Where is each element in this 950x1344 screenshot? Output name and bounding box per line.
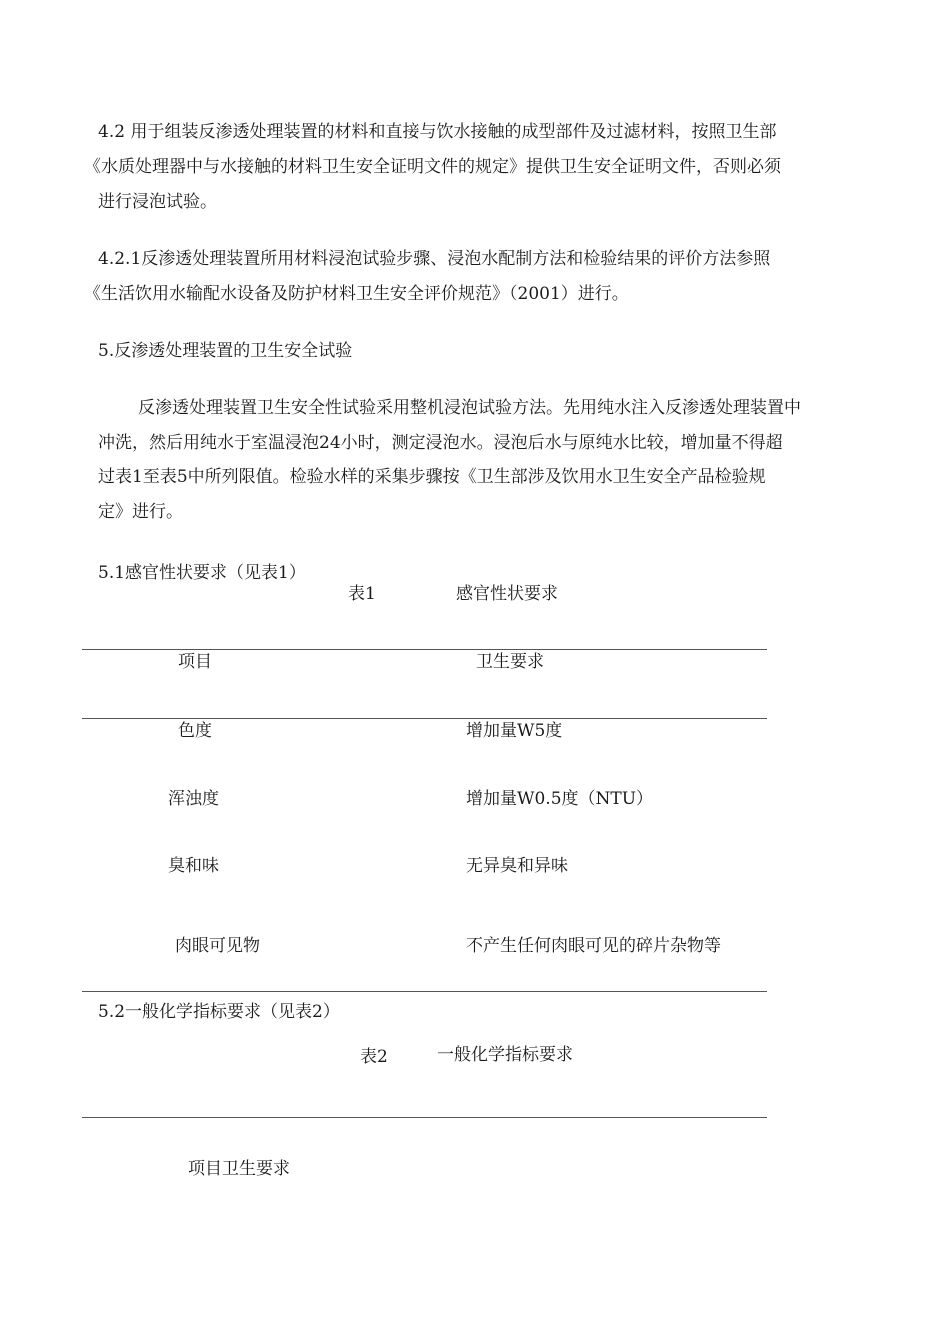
- section-5-body-line-3: 过表1至表5中所列限值。检验水样的采集步骤按《卫生部涉及饮用水卫生安全产品检验规: [98, 467, 766, 487]
- table-1-header-requirement: 卫生要求: [476, 652, 544, 672]
- paragraph-4-2-line-3: 进行浸泡试验。: [98, 192, 217, 212]
- table-1-number: 表1: [348, 584, 376, 604]
- table-1-header-rule: [82, 718, 767, 719]
- table-1-cell-requirement: 增加量W0.5度（NTU）: [466, 789, 654, 809]
- table-1-cell-item: 浑浊度: [168, 789, 219, 809]
- table-1-cell-item: 臭和味: [168, 856, 219, 876]
- section-5-1-heading: 5.1感官性状要求（见表1）: [98, 563, 306, 583]
- table-1-bottom-rule: [82, 991, 767, 992]
- table-2-number: 表2: [360, 1047, 388, 1067]
- paragraph-4-2-1-line-1: 4.2.1反渗透处理装置所用材料浸泡试验步骤、浸泡水配制方法和检验结果的评价方法参照: [98, 249, 771, 269]
- table-2-top-rule: [82, 1117, 767, 1118]
- table-2-header: 项目卫生要求: [188, 1159, 290, 1179]
- section-5-2-heading: 5.2一般化学指标要求（见表2）: [98, 1002, 340, 1022]
- paragraph-4-2-line-2: 《水质处理器中与水接触的材料卫生安全证明文件的规定》提供卫生安全证明文件，否则必须: [84, 157, 781, 177]
- section-5-body-line-1: 反渗透处理装置卫生安全性试验采用整机浸泡试验方法。先用纯水注入反渗透处理装置中: [138, 398, 801, 418]
- table-1-header-item: 项目: [178, 652, 212, 672]
- table-2-title: 一般化学指标要求: [437, 1045, 573, 1065]
- section-5-heading: 5.反渗透处理装置的卫生安全试验: [98, 341, 353, 361]
- table-1-cell-requirement: 不产生任何肉眼可见的碎片杂物等: [466, 936, 721, 956]
- table-1-cell-item: 肉眼可见物: [175, 936, 260, 956]
- paragraph-4-2-1-line-2: 《生活饮用水输配水设备及防护材料卫生安全评价规范》（2001）进行。: [84, 284, 629, 304]
- table-1-cell-item: 色度: [178, 721, 212, 741]
- table-1-cell-requirement: 无异臭和异味: [466, 856, 568, 876]
- table-1-top-rule: [82, 649, 767, 650]
- section-5-body-line-4: 定》进行。: [98, 502, 183, 522]
- paragraph-4-2-line-1: 4.2 用于组装反渗透处理装置的材料和直接与饮水接触的成型部件及过滤材料，按照卫生部: [98, 122, 777, 142]
- section-5-body-line-2: 冲洗，然后用纯水于室温浸泡24小时，测定浸泡水。浸泡后水与原纯水比较，增加量不得超: [98, 433, 783, 453]
- table-1-title: 感官性状要求: [456, 584, 558, 604]
- table-1-cell-requirement: 增加量W5度: [466, 721, 563, 741]
